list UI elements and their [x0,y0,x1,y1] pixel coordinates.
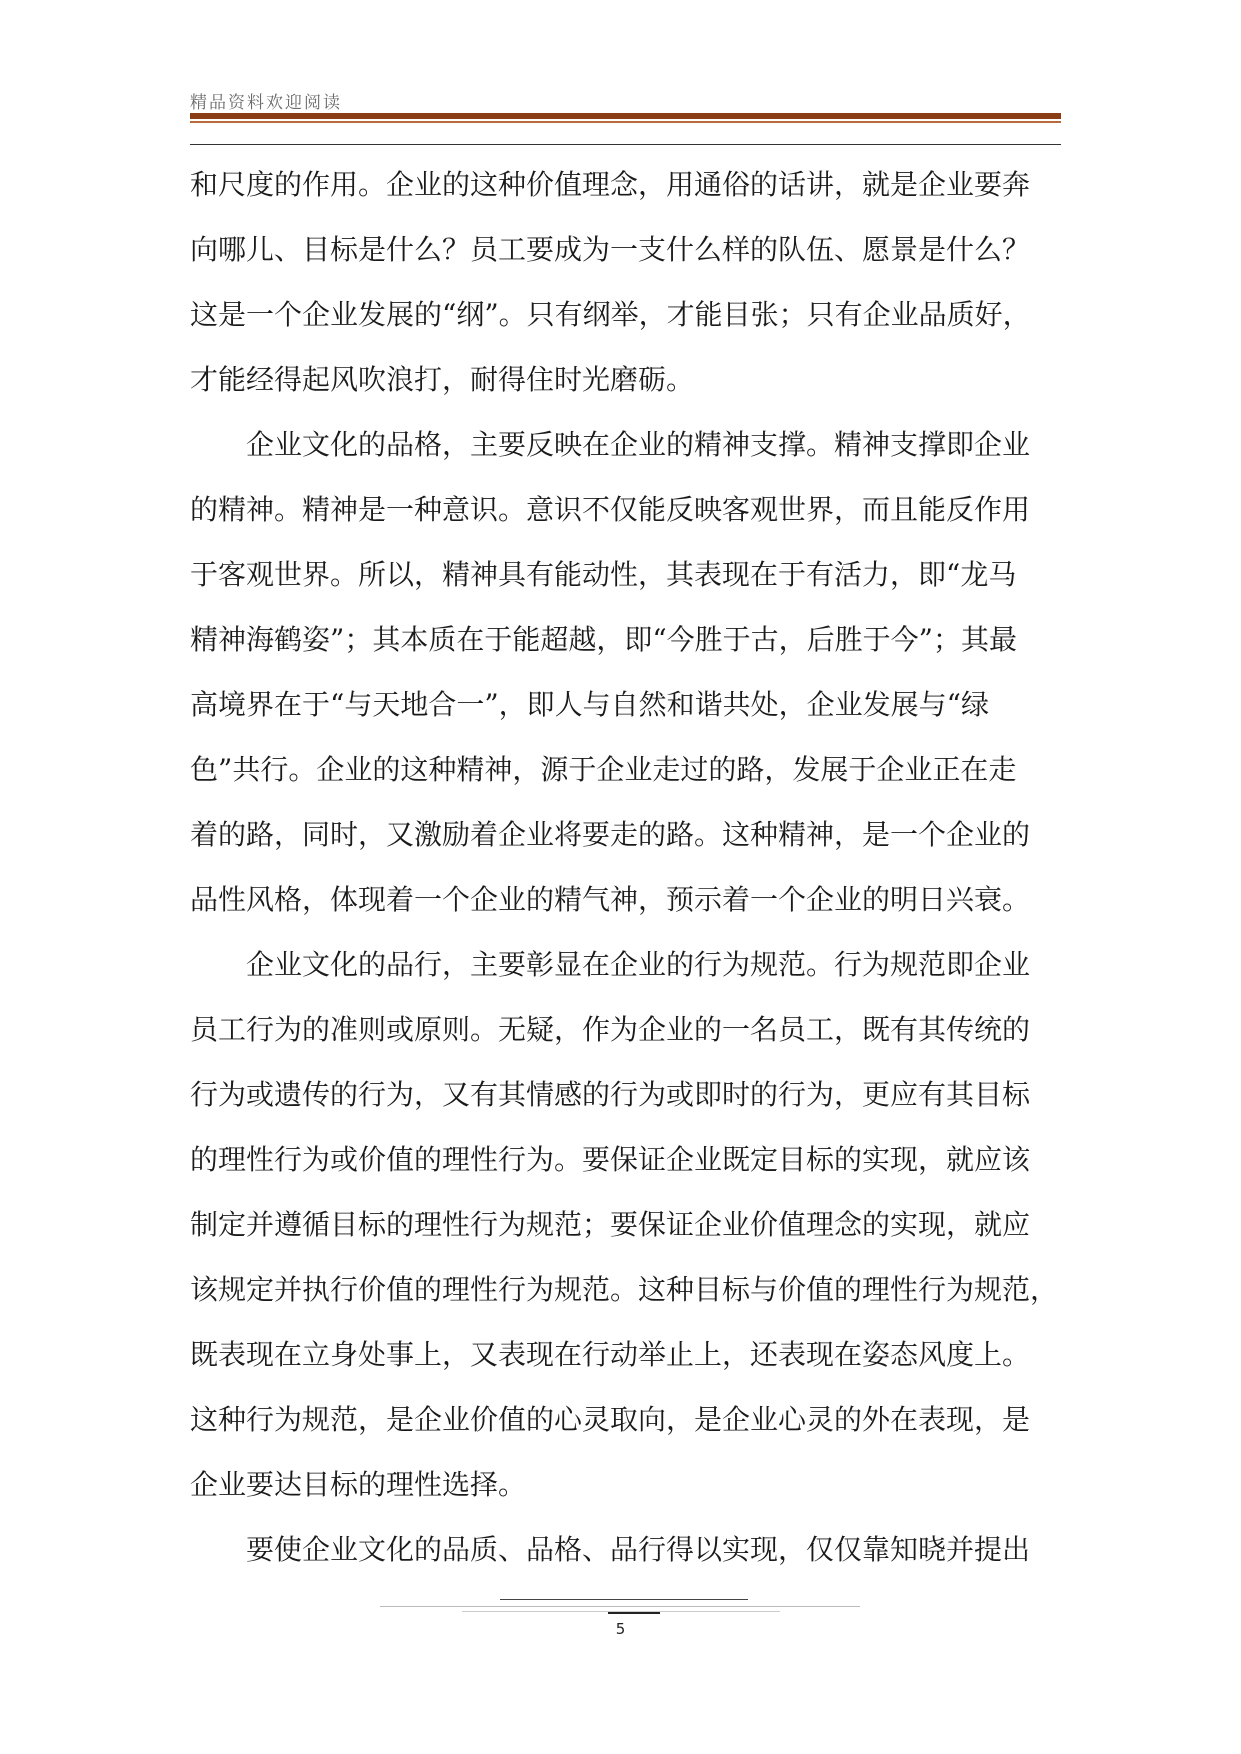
footer-rule-wide [380,1606,860,1607]
document-body [190,152,1070,1582]
header-text: 精品资料欢迎阅读 [190,93,342,113]
text-line: 企业文化的品格，主要反映在企业的精神支撑。精神支撑即企业 [246,428,1031,461]
page-number: 5 [615,1620,626,1638]
text-line: 品性风格，体现着一个企业的精气神，预示着一个企业的明日兴衰。 [190,883,1031,916]
paragraph [190,152,1070,412]
text-line: 既表现在立身处事上，又表现在行动举止上，还表现在姿态风度上。 [190,1338,1031,1371]
paragraph [190,932,1070,1517]
text-line: 企业要达目标的理性选择。 [190,1468,527,1501]
text-line: 该规定并执行价值的理性行为规范。这种目标与价值的理性行为规范， [190,1273,1059,1306]
text-line: 企业文化的品行，主要彰显在企业的行为规范。行为规范即企业 [246,948,1031,981]
text-line: 制定并遵循目标的理性行为规范；要保证企业价值理念的实现，就应 [190,1208,1031,1241]
header-rule-thin [190,144,1061,145]
text-line: 精神海鹤姿”；其本质在于能超越，即“今胜于古，后胜于今”；其最 [190,623,1017,656]
text-line: 的精神。精神是一种意识。意识不仅能反映客观世界，而且能反作用 [190,493,1031,526]
text-line: 于客观世界。所以，精神具有能动性，其表现在于有活力，即“龙马 [190,558,1017,591]
text-line: 着的路，同时，又激励着企业将要走的路。这种精神，是一个企业的 [190,818,1031,851]
text-line: 和尺度的作用。企业的这种价值理念，用通俗的话讲，就是企业要奔 [190,168,1031,201]
footer-dash [608,1612,660,1614]
text-line: 要使企业文化的品质、品格、品行得以实现，仅仅靠知晓并提出 [246,1533,1031,1566]
text-line: 的理性行为或价值的理性行为。要保证企业既定目标的实现，就应该 [190,1143,1031,1176]
text-line: 员工行为的准则或原则。无疑，作为企业的一名员工，既有其传统的 [190,1013,1031,1046]
footer-rule-top [500,1599,748,1600]
text-line: 行为或遗传的行为，又有其情感的行为或即时的行为，更应有其目标 [190,1078,1031,1111]
paragraph [190,412,1070,932]
text-line: 这是一个企业发展的“纲”。只有纲举，才能目张；只有企业品质好， [190,298,1031,331]
text-line: 高境界在于“与天地合一”，即人与自然和谐共处，企业发展与“绿 [190,688,989,721]
header-rule-accent [190,121,1061,123]
text-line: 色”共行。企业的这种精神，源于企业走过的路，发展于企业正在走 [190,753,1017,786]
text-line: 向哪儿、目标是什么？员工要成为一支什么样的队伍、愿景是什么？ [190,233,1031,266]
text-line: 才能经得起风吹浪打，耐得住时光磨砺。 [190,363,695,396]
paragraph [190,1517,1070,1582]
header-rule-thick [190,113,1061,119]
text-line: 这种行为规范，是企业价值的心灵取向，是企业心灵的外在表现，是 [190,1403,1031,1436]
